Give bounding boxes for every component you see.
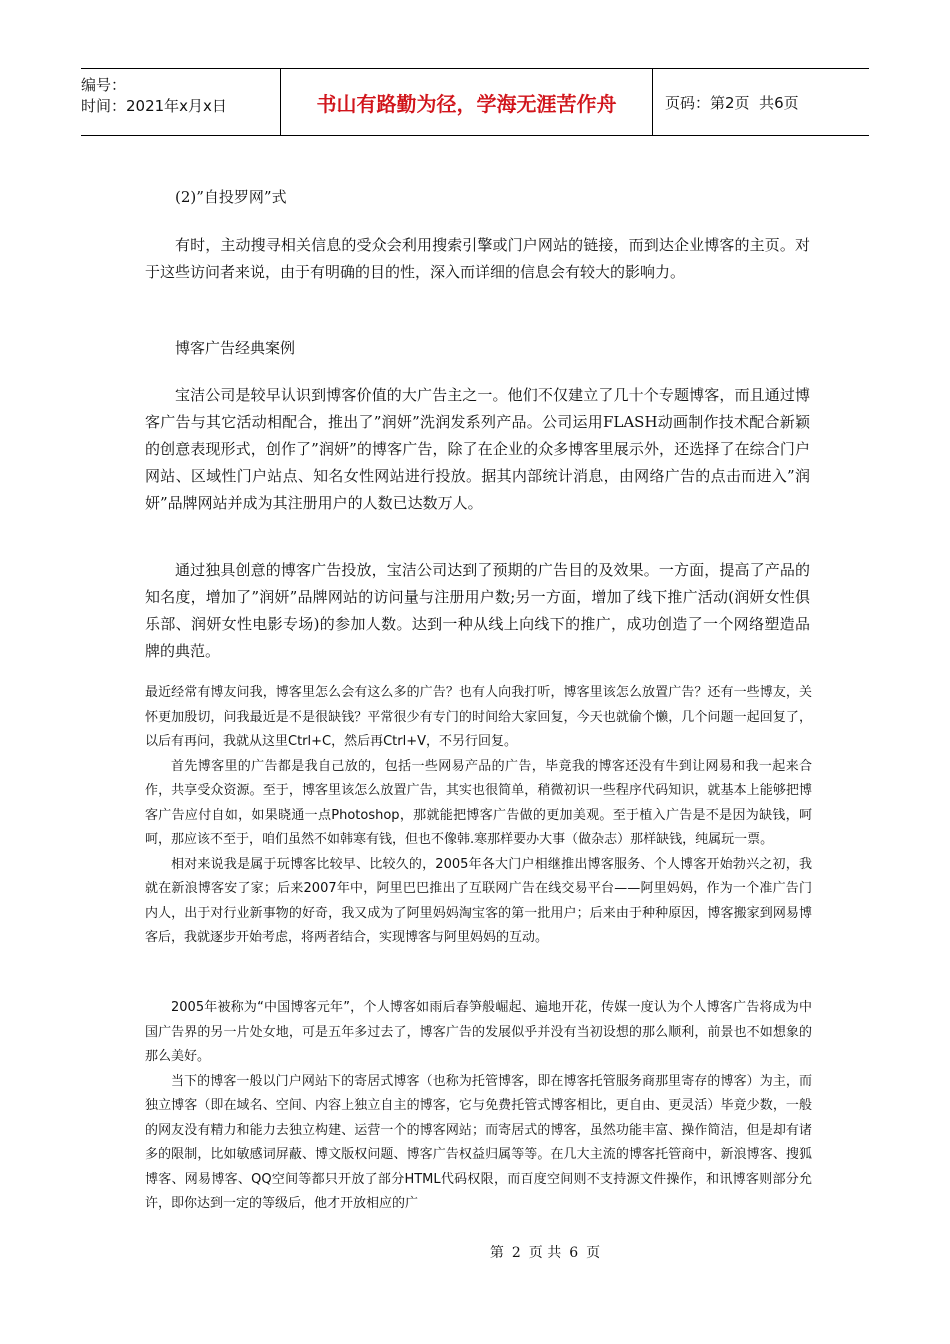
header-motto: 书山有路勤为径，学海无涯苦作舟 (281, 69, 653, 135)
paragraph-7-text: 2005年被称为“中国博客元年”，个人博客如雨后春笋般崛起、遍地开花，传媒一度认为个人博客广告将成为中国广告界的另一片处女地，可是五年多过去了，博客广告的发展似乎并没有当初设想的那么顺利，前景也不如想象的那么美好。 (145, 1000, 812, 1064)
section-heading (145, 184, 810, 211)
blog-section-2 (145, 996, 812, 1217)
header-page-info-text: 页码：第2页 共6页 (665, 93, 799, 112)
paragraph-8-text: 当下的博客一般以门户网站下的寄居式博客（也称为托管博客，即在博客托管服务商那里寄存的博客）为主，而独立博客（即在域名、空间、内容上独立自主的博客，它与免费托管式博客相比，更自由、更灵活）毕竟少数，一般的网友没有精力和能力去独立构建、运营一个的博客网站；而寄居式的博客，虽然功能丰富、操作简洁，但是却有诸多的限制，比如敏感词屏蔽、博文版权问题、博客广告权益归属等等。在几大主流的博客托管商中，新浪博客、搜狐博客、网易博客、QQ空间等都只开放了部分HTML代码权限，而百度空间则不支持源文件操作，和讯博客则部分允许，即你达到一定的等级后，他才开放相应的广 (145, 1073, 812, 1211)
paragraph-6-text: 相对来说我是属于玩博客比较早、比较久的，2005年各大门户相继推出博客服务、个人博客开始勃兴之初，我就在新浪博客安了家；后来2007年中，阿里巴巴推出了互联网广告在线交易平台——阿里妈妈，作为一个准广告门内人，出于对行业新事物的好奇，我又成为了阿里妈妈淘宝客的第一批用户；后来由于种种原因，博客搬家到网易博客后，我就逐步开始考虑，将两者结合，实现博客与阿里妈妈的互动。 (145, 856, 812, 945)
paragraph-3-text: 通过独具创意的博客广告投放，宝洁公司达到了预期的广告目的及效果。一方面，提高了产品的知名度，增加了”润妍”品牌网站的访问量与注册用户数;另一方面，增加了线下推广活动(润妍女性俱乐部、润妍女性电影专场)的参加人数。达到一种从线上向线下的推广，成功创造了一个网络塑造品牌的典范。 (145, 561, 810, 660)
footer-suffix: 页 (586, 1245, 601, 1261)
document-date: 时间：2021年x月x日 (81, 97, 227, 115)
heading-text: (2)”自投罗网”式 (175, 188, 287, 206)
document-number-label: 编号： (81, 76, 127, 94)
footer-mid: 页 共 (528, 1245, 562, 1261)
case-title-text: 博客广告经典案例 (175, 339, 296, 357)
footer-prefix: 第 (489, 1245, 504, 1261)
header-page-info (653, 69, 869, 135)
blog-section (145, 681, 812, 951)
paragraph-1 (145, 232, 810, 286)
paragraph-4-text: 最近经常有博友问我，博客里怎么会有这么多的广告？也有人向我打听，博客里该怎么放置广告？还有一些博友，关怀更加殷切，问我最近是不是很缺钱？平常很少有专门的时间给大家回复，今天也就偷个懒，几个问题一起回复了，以后有再问，我就从这里Ctrl+C，然后再Ctrl+V，不另行回复。 (145, 685, 812, 749)
case-title (145, 335, 810, 362)
paragraph-5-text: 首先博客里的广告都是我自己放的，包括一些网易产品的广告，毕竟我的博客还没有牛到让网易和我一起来合作，共享受众资源。至于，博客里该怎么放置广告，其实也很简单，稍微初识一些程序代码知识，就基本上能够把博客广告应付自如，如果晓通一点Photoshop，那就能把博客广告做的更加美观。至于植入广告是不是因为缺钱，呵呵，那应该不至于，咱们虽然不如韩寒有钱，但也不像韩.寒那样要办大事（做杂志）那样缺钱，纯属玩一票。 (145, 758, 812, 847)
footer-total: 6 (569, 1245, 579, 1261)
page-footer (0, 1242, 950, 1262)
footer-page: 2 (511, 1245, 521, 1261)
header-meta (81, 69, 281, 135)
page-header (81, 68, 869, 136)
paragraph-3 (145, 557, 810, 665)
paragraph-2-text: 宝洁公司是较早认识到博客价值的大广告主之一。他们不仅建立了几十个专题博客，而且通过博客广告与其它活动相配合，推出了”润妍”洗润发系列产品。公司运用FLASH动画制作技术配合新颖的创意表现形式，创作了”润妍”的博客广告，除了在企业的众多博客里展示外，还选择了在综合门户网站、区域性门户站点、知名女性网站进行投放。据其内部统计消息，由网络广告的点击而进入”润妍”品牌网站并成为其注册用户的人数已达数万人。 (145, 386, 810, 512)
paragraph-2 (145, 382, 810, 517)
paragraph-1-text: 有时，主动搜寻相关信息的受众会利用搜索引擎或门户网站的链接，而到达企业博客的主页。对于这些访问者来说，由于有明确的目的性，深入而详细的信息会有较大的影响力。 (145, 236, 810, 281)
